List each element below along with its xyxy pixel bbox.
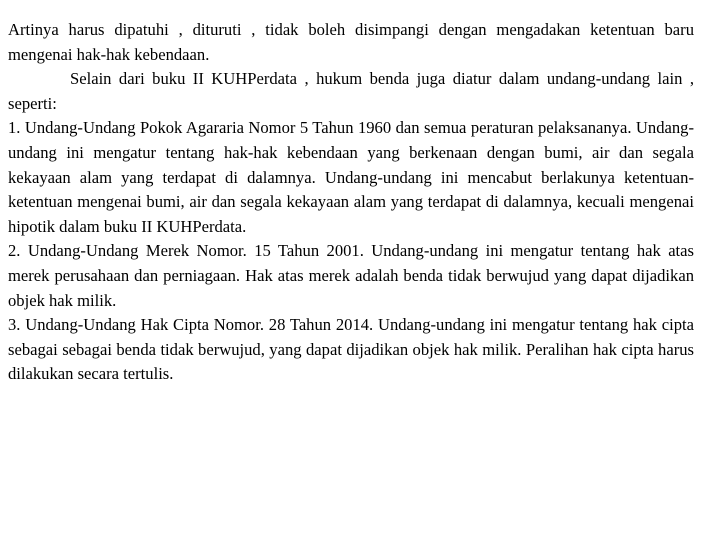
list-item: 1. Undang-Undang Pokok Agararia Nomor 5 Tahun 1960 dan semua peraturan pelaksananya. Undang-undang ini mengatur tentang hak-hak kebendaan yang berkenaan dengan bumi, air dan segala kekayaan alam yang terdapat di dalamnya. Undang-undang ini mencabut berlakunya ketentuan-ketentuan mengenai bumi, air dan segala kekayaan alam yang terdapat di dalamnya, kecuali mengenai hipotik dalam buku II KUHPerdata.	[8, 118, 694, 236]
list-item: 2. Undang-Undang Merek Nomor. 15 Tahun 2001. Undang-undang ini mengatur tentang hak atas merek perusahaan dan perniagaan. Hak atas merek adalah benda tidak berwujud yang dapat dijadikan objek hak milik.	[8, 241, 694, 310]
document-body	[8, 18, 694, 387]
list-item: 3. Undang-Undang Hak Cipta Nomor. 28 Tahun 2014. Undang-undang ini mengatur tentang hak cipta sebagai sebagai benda tidak berwujud, yang dapat dijadikan objek hak milik. Peralihan hak cipta harus dilakukan secara tertulis.	[8, 315, 694, 384]
intro-paragraph: Artinya harus dipatuhi , dituruti , tidak boleh disimpangi dengan mengadakan ketentuan baru mengenai hak-hak kebendaan.	[8, 20, 694, 64]
second-paragraph: Selain dari buku II KUHPerdata , hukum benda juga diatur dalam undang-undang lain , seperti:	[8, 69, 694, 113]
